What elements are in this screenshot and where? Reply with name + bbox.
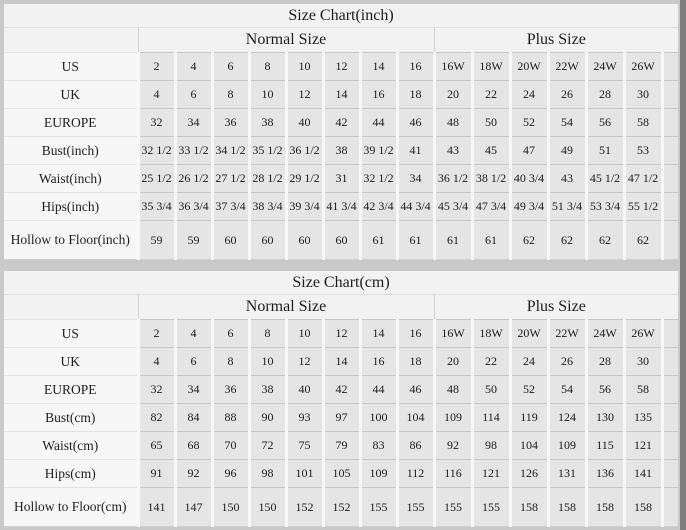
size-cell: 62: [548, 221, 586, 260]
size-cell: 16: [397, 320, 434, 348]
size-cell: 33 1/2: [175, 137, 212, 165]
row-label: Waist(inch): [4, 165, 138, 193]
table-title: Size Chart(cm): [4, 271, 678, 295]
size-cell: 12: [323, 320, 360, 348]
size-cell: 32: [138, 376, 175, 404]
size-cell: 124: [548, 404, 586, 432]
size-cell: 38: [249, 376, 286, 404]
size-cell: 109: [360, 460, 397, 488]
size-cell: 72: [249, 432, 286, 460]
size-cell: 90: [249, 404, 286, 432]
size-cell: 126: [510, 460, 548, 488]
size-cell: 20: [434, 348, 472, 376]
size-cell: 30: [624, 348, 662, 376]
size-cell: 158: [548, 488, 586, 527]
plus-size-header: Plus Size: [434, 28, 678, 53]
size-cell: 48: [434, 376, 472, 404]
size-cell: 43: [434, 137, 472, 165]
size-cell: 92: [434, 432, 472, 460]
size-cell: 28 1/2: [249, 165, 286, 193]
column-group-row: [4, 28, 678, 53]
size-cell: 45 3/4: [434, 193, 472, 221]
size-cell: 114: [472, 404, 510, 432]
table-row: [4, 376, 678, 404]
row-label: UK: [4, 348, 138, 376]
filler-cell: [662, 109, 678, 137]
table-row: [4, 109, 678, 137]
table-title: Size Chart(inch): [4, 4, 678, 28]
size-cell: 91: [138, 460, 175, 488]
table-row: [4, 320, 678, 348]
size-cell: 22W: [548, 320, 586, 348]
size-cell: 6: [175, 81, 212, 109]
size-cell: 39 1/2: [360, 137, 397, 165]
size-cell: 35 1/2: [249, 137, 286, 165]
size-cell: 62: [586, 221, 624, 260]
size-cell: 38 3/4: [249, 193, 286, 221]
size-cell: 26 1/2: [175, 165, 212, 193]
size-cell: 53 3/4: [586, 193, 624, 221]
row-label: UK: [4, 81, 138, 109]
row-label: EUROPE: [4, 109, 138, 137]
table-row: [4, 404, 678, 432]
size-cell: 84: [175, 404, 212, 432]
size-cell: 26: [548, 81, 586, 109]
size-cell: 116: [434, 460, 472, 488]
size-cell: 32 1/2: [138, 137, 175, 165]
size-cell: 109: [434, 404, 472, 432]
size-cell: 93: [286, 404, 323, 432]
size-cell: 155: [360, 488, 397, 527]
row-label: Hips(inch): [4, 193, 138, 221]
row-label: Bust(inch): [4, 137, 138, 165]
size-cell: 46: [397, 109, 434, 137]
column-group-row: [4, 295, 678, 320]
table-row: [4, 137, 678, 165]
normal-size-header: Normal Size: [138, 28, 434, 53]
size-cell: 61: [434, 221, 472, 260]
size-cell: 158: [624, 488, 662, 527]
size-cell: 26W: [624, 53, 662, 81]
size-cell: 42: [323, 376, 360, 404]
size-cell: 130: [586, 404, 624, 432]
filler-cell: [662, 488, 678, 527]
filler-cell: [662, 320, 678, 348]
size-cell: 41 3/4: [323, 193, 360, 221]
size-cell: 4: [138, 348, 175, 376]
filler-cell: [662, 137, 678, 165]
size-cell: 34: [175, 109, 212, 137]
size-cell: 20W: [510, 53, 548, 81]
table-row: [4, 53, 678, 81]
size-cell: 109: [548, 432, 586, 460]
size-cell: 60: [212, 221, 249, 260]
size-cell: 158: [586, 488, 624, 527]
size-cell: 2: [138, 53, 175, 81]
size-cell: 86: [397, 432, 434, 460]
size-cell: 98: [472, 432, 510, 460]
size-cell: 155: [472, 488, 510, 527]
size-cell: 16: [360, 348, 397, 376]
size-cell: 59: [175, 221, 212, 260]
filler-cell: [662, 193, 678, 221]
size-cell: 40 3/4: [510, 165, 548, 193]
size-cell: 101: [286, 460, 323, 488]
size-cell: 10: [286, 53, 323, 81]
size-cell: 41: [397, 137, 434, 165]
size-cell: 10: [286, 320, 323, 348]
size-cell: 47 1/2: [624, 165, 662, 193]
size-cell: 62: [510, 221, 548, 260]
size-cell: 30: [624, 81, 662, 109]
size-cell: 96: [212, 460, 249, 488]
size-cell: 44: [360, 109, 397, 137]
size-cell: 45: [472, 137, 510, 165]
size-cell: 24W: [586, 320, 624, 348]
size-cell: 152: [286, 488, 323, 527]
size-cell: 60: [286, 221, 323, 260]
size-cell: 16: [360, 81, 397, 109]
size-cell: 61: [360, 221, 397, 260]
size-cell: 18: [397, 81, 434, 109]
filler-cell: [662, 376, 678, 404]
size-cell: 60: [249, 221, 286, 260]
size-cell: 34: [175, 376, 212, 404]
size-cell: 104: [510, 432, 548, 460]
filler-cell: [662, 348, 678, 376]
row-label: Bust(cm): [4, 404, 138, 432]
size-cell: 88: [212, 404, 249, 432]
size-cell: 4: [175, 53, 212, 81]
size-cell: 62: [624, 221, 662, 260]
row-label: Waist(cm): [4, 432, 138, 460]
size-cell: 16W: [434, 53, 472, 81]
size-cell: 52: [510, 109, 548, 137]
size-cell: 4: [175, 320, 212, 348]
table-row: [4, 193, 678, 221]
size-cell: 70: [212, 432, 249, 460]
size-cell: 27 1/2: [212, 165, 249, 193]
size-cell: 8: [212, 81, 249, 109]
size-cell: 39 3/4: [286, 193, 323, 221]
size-cell: 18: [397, 348, 434, 376]
size-cell: 141: [138, 488, 175, 527]
size-chart-table-inch: [4, 4, 678, 260]
size-cell: 43: [548, 165, 586, 193]
size-cell: 18W: [472, 53, 510, 81]
size-cell: 82: [138, 404, 175, 432]
size-cell: 35 3/4: [138, 193, 175, 221]
size-cell: 58: [624, 109, 662, 137]
size-cell: 16: [397, 53, 434, 81]
size-cell: 155: [397, 488, 434, 527]
size-cell: 16W: [434, 320, 472, 348]
size-cell: 61: [472, 221, 510, 260]
size-cell: 50: [472, 109, 510, 137]
size-cell: 32: [138, 109, 175, 137]
size-cell: 42: [323, 109, 360, 137]
normal-size-header: Normal Size: [138, 295, 434, 320]
size-cell: 6: [212, 320, 249, 348]
size-cell: 135: [624, 404, 662, 432]
table-row: [4, 488, 678, 527]
size-cell: 79: [323, 432, 360, 460]
size-cell: 32 1/2: [360, 165, 397, 193]
size-cell: 60: [323, 221, 360, 260]
size-cell: 24W: [586, 53, 624, 81]
size-cell: 47: [510, 137, 548, 165]
size-cell: 36: [212, 109, 249, 137]
size-cell: 10: [249, 348, 286, 376]
size-cell: 44 3/4: [397, 193, 434, 221]
size-cell: 14: [323, 81, 360, 109]
size-cell: 18W: [472, 320, 510, 348]
size-cell: 20W: [510, 320, 548, 348]
filler-cell: [662, 460, 678, 488]
size-cell: 49: [548, 137, 586, 165]
size-cell: 2: [138, 320, 175, 348]
size-cell: 55 1/2: [624, 193, 662, 221]
size-cell: 22: [472, 348, 510, 376]
size-cell: 34 1/2: [212, 137, 249, 165]
size-cell: 131: [548, 460, 586, 488]
size-cell: 46: [397, 376, 434, 404]
size-cell: 98: [249, 460, 286, 488]
size-cell: 26W: [624, 320, 662, 348]
size-cell: 6: [175, 348, 212, 376]
size-cell: 38: [249, 109, 286, 137]
size-cell: 8: [249, 320, 286, 348]
row-label: Hollow to Floor(inch): [4, 221, 138, 260]
table-title-row: [4, 4, 678, 28]
size-cell: 12: [286, 81, 323, 109]
size-cell: 4: [138, 81, 175, 109]
size-cell: 104: [397, 404, 434, 432]
row-label: US: [4, 53, 138, 81]
size-cell: 40: [286, 376, 323, 404]
size-cell: 56: [586, 376, 624, 404]
size-cell: 97: [323, 404, 360, 432]
table-row: [4, 221, 678, 260]
size-cell: 68: [175, 432, 212, 460]
filler-cell: [662, 404, 678, 432]
size-cell: 50: [472, 376, 510, 404]
size-cell: 92: [175, 460, 212, 488]
size-cell: 83: [360, 432, 397, 460]
size-cell: 8: [249, 53, 286, 81]
size-cell: 14: [360, 320, 397, 348]
size-cell: 24: [510, 348, 548, 376]
filler-cell: [662, 165, 678, 193]
size-cell: 51: [586, 137, 624, 165]
size-cell: 53: [624, 137, 662, 165]
size-cell: 44: [360, 376, 397, 404]
size-cell: 155: [434, 488, 472, 527]
size-cell: 58: [624, 376, 662, 404]
size-cell: 48: [434, 109, 472, 137]
size-cell: 28: [586, 348, 624, 376]
size-cell: 34: [397, 165, 434, 193]
size-cell: 121: [472, 460, 510, 488]
size-cell: 121: [624, 432, 662, 460]
size-cell: 52: [510, 376, 548, 404]
size-cell: 8: [212, 348, 249, 376]
size-cell: 150: [249, 488, 286, 527]
filler-cell: [662, 81, 678, 109]
table-row: [4, 81, 678, 109]
size-cell: 14: [323, 348, 360, 376]
size-cell: 47 3/4: [472, 193, 510, 221]
row-label: EUROPE: [4, 376, 138, 404]
group-row-spacer: [4, 28, 138, 53]
group-row-spacer: [4, 295, 138, 320]
filler-cell: [662, 432, 678, 460]
table-row: [4, 432, 678, 460]
row-label: Hips(cm): [4, 460, 138, 488]
size-cell: 12: [286, 348, 323, 376]
size-cell: 36 1/2: [434, 165, 472, 193]
size-cell: 10: [249, 81, 286, 109]
filler-cell: [662, 221, 678, 260]
size-cell: 100: [360, 404, 397, 432]
size-cell: 136: [586, 460, 624, 488]
size-chart-table-cm: [4, 271, 678, 527]
row-label: US: [4, 320, 138, 348]
size-cell: 22: [472, 81, 510, 109]
size-cell: 112: [397, 460, 434, 488]
size-cell: 54: [548, 109, 586, 137]
size-cell: 105: [323, 460, 360, 488]
size-cell: 75: [286, 432, 323, 460]
size-cell: 24: [510, 81, 548, 109]
filler-cell: [662, 53, 678, 81]
size-cell: 22W: [548, 53, 586, 81]
table-row: [4, 348, 678, 376]
size-cell: 28: [586, 81, 624, 109]
size-cell: 56: [586, 109, 624, 137]
size-cell: 26: [548, 348, 586, 376]
size-cell: 158: [510, 488, 548, 527]
size-cell: 37 3/4: [212, 193, 249, 221]
size-cell: 51 3/4: [548, 193, 586, 221]
size-cell: 36 3/4: [175, 193, 212, 221]
size-cell: 59: [138, 221, 175, 260]
size-cell: 12: [323, 53, 360, 81]
size-cell: 29 1/2: [286, 165, 323, 193]
size-cell: 150: [212, 488, 249, 527]
size-cell: 36: [212, 376, 249, 404]
size-cell: 147: [175, 488, 212, 527]
size-cell: 36 1/2: [286, 137, 323, 165]
size-cell: 65: [138, 432, 175, 460]
size-cell: 141: [624, 460, 662, 488]
table-row: [4, 165, 678, 193]
table-title-row: [4, 271, 678, 295]
size-cell: 6: [212, 53, 249, 81]
size-cell: 40: [286, 109, 323, 137]
size-cell: 38: [323, 137, 360, 165]
size-cell: 42 3/4: [360, 193, 397, 221]
plus-size-header: Plus Size: [434, 295, 678, 320]
table-row: [4, 460, 678, 488]
size-cell: 49 3/4: [510, 193, 548, 221]
size-cell: 14: [360, 53, 397, 81]
size-cell: 119: [510, 404, 548, 432]
size-cell: 152: [323, 488, 360, 527]
size-cell: 25 1/2: [138, 165, 175, 193]
size-cell: 31: [323, 165, 360, 193]
size-cell: 20: [434, 81, 472, 109]
size-cell: 115: [586, 432, 624, 460]
row-label: Hollow to Floor(cm): [4, 488, 138, 527]
size-cell: 61: [397, 221, 434, 260]
size-cell: 54: [548, 376, 586, 404]
size-cell: 38 1/2: [472, 165, 510, 193]
screenshot-right-edge: [680, 0, 686, 530]
size-cell: 45 1/2: [586, 165, 624, 193]
